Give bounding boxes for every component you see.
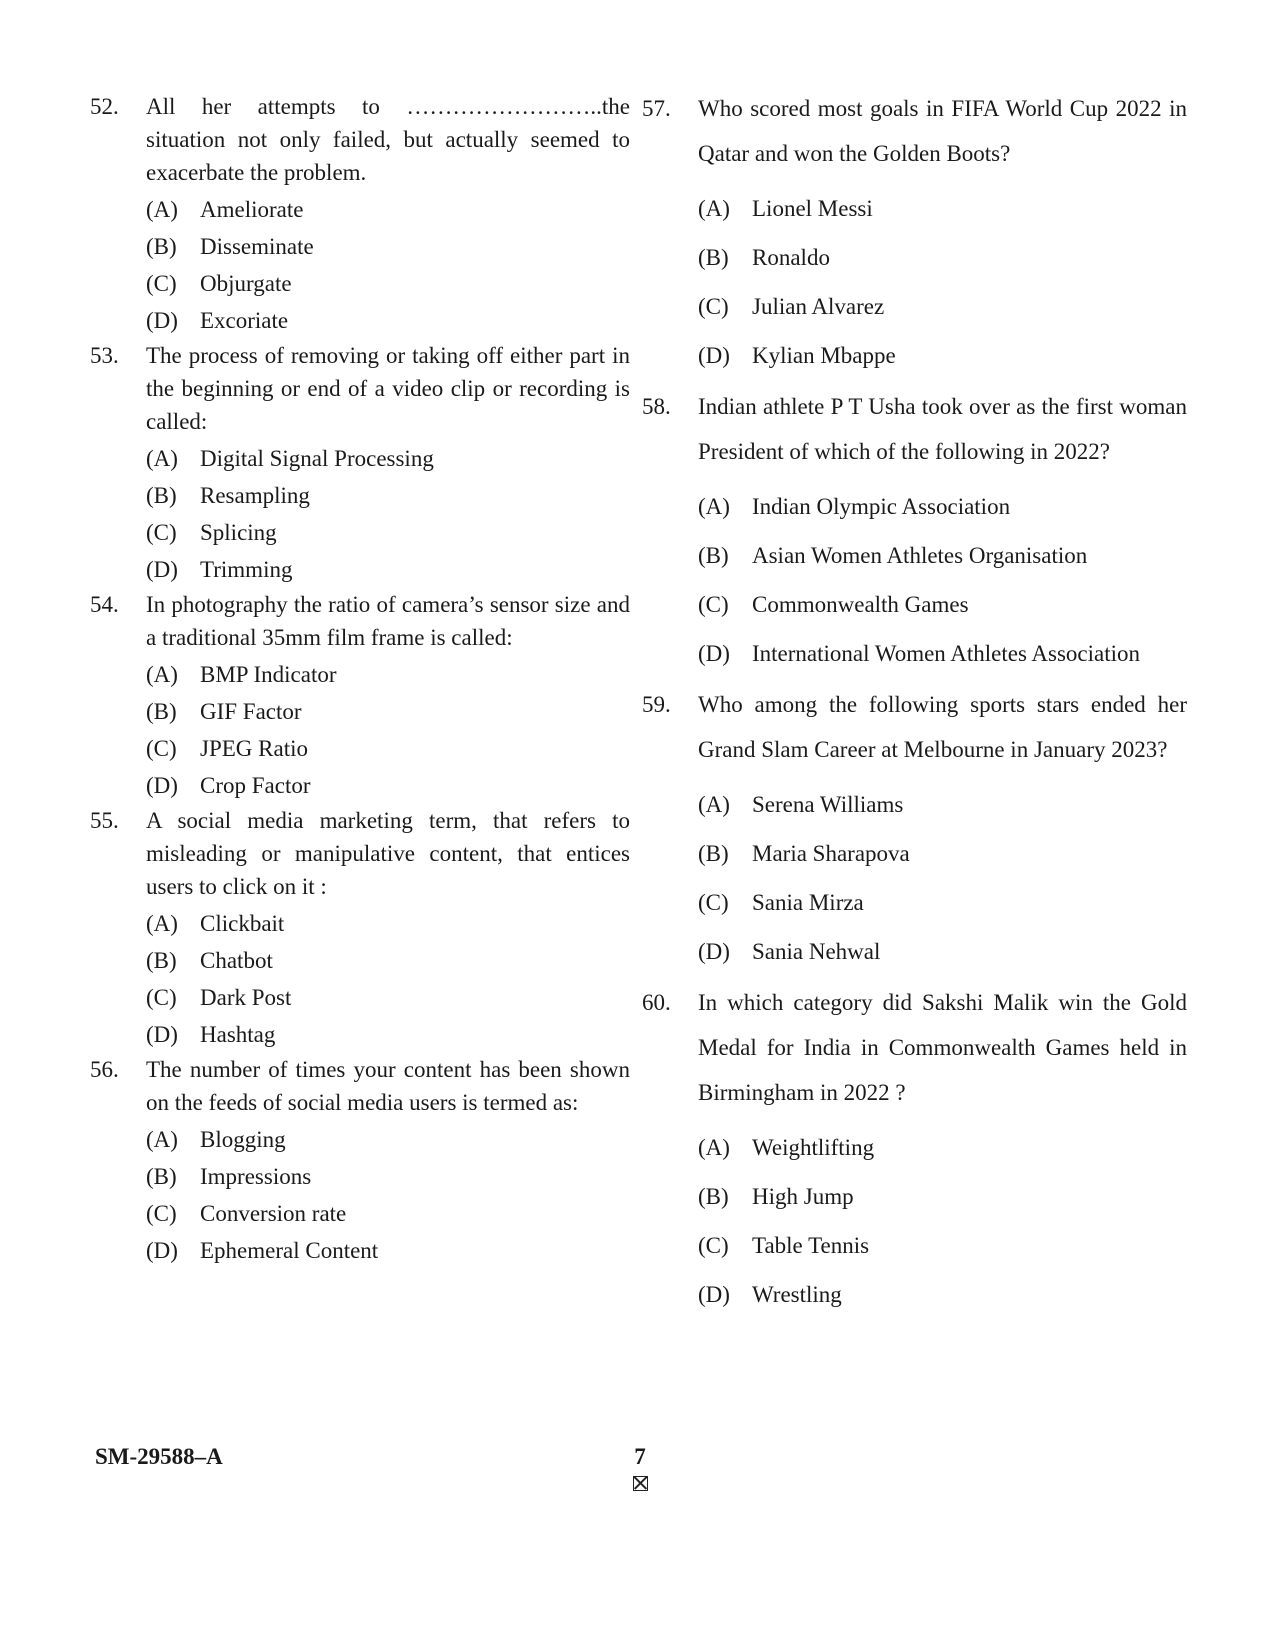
question-57 bbox=[642, 86, 1187, 372]
answer-option bbox=[698, 490, 1187, 523]
answer-option bbox=[698, 837, 1187, 870]
option-text: International Women Athletes Association bbox=[752, 641, 1141, 666]
option-label: (D) bbox=[698, 641, 730, 666]
option-label: (A) bbox=[146, 446, 178, 471]
option-text: Sania Nehwal bbox=[752, 939, 881, 964]
option-text: Dark Post bbox=[200, 985, 292, 1010]
answer-option bbox=[146, 553, 630, 586]
question-text: In which category did Sakshi Malik win the Gold Medal for India in Commonwealth Games held in Birmingham in 2022 ? bbox=[698, 990, 1187, 1105]
answer-option bbox=[146, 695, 630, 728]
option-label: (A) bbox=[698, 196, 730, 221]
option-label: (C) bbox=[698, 294, 729, 319]
option-label: (C) bbox=[146, 985, 177, 1010]
option-label: (A) bbox=[698, 494, 730, 519]
answer-option bbox=[698, 1180, 1187, 1213]
option-text: Indian Olympic Association bbox=[752, 494, 1011, 519]
option-text: Commonwealth Games bbox=[752, 592, 969, 617]
option-text: BMP Indicator bbox=[200, 662, 337, 687]
question-53 bbox=[90, 339, 630, 586]
option-label: (B) bbox=[146, 948, 177, 973]
question-52 bbox=[90, 90, 630, 337]
option-label: (B) bbox=[146, 699, 177, 724]
option-label: (D) bbox=[146, 308, 178, 333]
answer-option bbox=[146, 479, 630, 512]
paper-code: SM-29588–A bbox=[95, 1444, 223, 1469]
option-label: (D) bbox=[146, 1238, 178, 1263]
option-label: (C) bbox=[146, 1201, 177, 1226]
answer-option bbox=[146, 769, 630, 802]
option-label: (D) bbox=[698, 1282, 730, 1307]
answer-option bbox=[146, 907, 630, 940]
option-text: Resampling bbox=[200, 483, 310, 508]
answer-option bbox=[146, 1197, 630, 1230]
option-text: Objurgate bbox=[200, 271, 292, 296]
option-text: Ephemeral Content bbox=[200, 1238, 379, 1263]
question-text: Who scored most goals in FIFA World Cup 2022 in Qatar and won the Golden Boots? bbox=[698, 96, 1187, 166]
question-text: In photography the ratio of camera’s sensor size and a traditional 35mm film frame is called: bbox=[146, 592, 630, 650]
question-number: 52. bbox=[90, 94, 119, 119]
answer-option bbox=[146, 981, 630, 1014]
option-label: (D) bbox=[698, 939, 730, 964]
option-text: Maria Sharapova bbox=[752, 841, 910, 866]
question-55 bbox=[90, 804, 630, 1051]
question-number: 55. bbox=[90, 808, 119, 833]
answer-option bbox=[698, 1229, 1187, 1262]
option-text: High Jump bbox=[752, 1184, 854, 1209]
question-text: A social media marketing term, that refers to misleading or manipulative content, that entices users to click on it : bbox=[146, 808, 630, 899]
question-text: All her attempts to ……………………..the situation not only failed, but actually seemed to exacerbate the problem. bbox=[146, 94, 630, 185]
answer-option bbox=[146, 442, 630, 475]
answer-option bbox=[698, 1131, 1187, 1164]
answer-option bbox=[698, 588, 1187, 621]
option-label: (C) bbox=[146, 736, 177, 761]
option-label: (A) bbox=[698, 1135, 730, 1160]
option-text: Digital Signal Processing bbox=[200, 446, 434, 471]
answer-option bbox=[698, 788, 1187, 821]
question-54 bbox=[90, 588, 630, 802]
answer-option bbox=[146, 944, 630, 977]
question-text: The number of times your content has been shown on the feeds of social media users is termed as: bbox=[146, 1057, 630, 1115]
option-label: (A) bbox=[698, 792, 730, 817]
option-text: Ameliorate bbox=[200, 197, 304, 222]
question-number: 57. bbox=[642, 96, 671, 121]
answer-option bbox=[698, 1278, 1187, 1311]
option-text: Excoriate bbox=[200, 308, 289, 333]
option-label: (B) bbox=[698, 1184, 729, 1209]
option-text: Julian Alvarez bbox=[752, 294, 885, 319]
option-label: (B) bbox=[146, 1164, 177, 1189]
answer-option bbox=[698, 290, 1187, 323]
option-text: Splicing bbox=[200, 520, 277, 545]
option-text: Weightlifting bbox=[752, 1135, 875, 1160]
option-label: (A) bbox=[146, 662, 178, 687]
option-label: (D) bbox=[146, 1022, 178, 1047]
option-label: (B) bbox=[146, 483, 177, 508]
option-text: GIF Factor bbox=[200, 699, 302, 724]
answer-option bbox=[698, 192, 1187, 225]
question-number: 54. bbox=[90, 592, 119, 617]
option-text: Disseminate bbox=[200, 234, 314, 259]
option-label: (C) bbox=[698, 1233, 729, 1258]
question-56 bbox=[90, 1053, 630, 1267]
answer-option bbox=[146, 516, 630, 549]
answer-option bbox=[146, 193, 630, 226]
option-text: Blogging bbox=[200, 1127, 286, 1152]
option-text: Impressions bbox=[200, 1164, 312, 1189]
answer-option bbox=[146, 732, 630, 765]
option-label: (A) bbox=[146, 1127, 178, 1152]
option-label: (C) bbox=[146, 271, 177, 296]
answer-option bbox=[146, 1160, 630, 1193]
crossed-box-icon bbox=[628, 1476, 652, 1496]
answer-option bbox=[698, 935, 1187, 968]
option-text: Asian Women Athletes Organisation bbox=[752, 543, 1088, 568]
answer-option bbox=[146, 1018, 630, 1051]
option-label: (A) bbox=[146, 197, 178, 222]
option-label: (C) bbox=[698, 592, 729, 617]
option-text: Conversion rate bbox=[200, 1201, 347, 1226]
option-text: Chatbot bbox=[200, 948, 273, 973]
left-column bbox=[90, 90, 630, 1267]
question-number: 60. bbox=[642, 990, 671, 1015]
option-label: (D) bbox=[146, 557, 178, 582]
option-label: (B) bbox=[698, 841, 729, 866]
answer-option bbox=[698, 241, 1187, 274]
option-text: Sania Mirza bbox=[752, 890, 864, 915]
option-text: JPEG Ratio bbox=[200, 736, 308, 761]
option-text: Serena Williams bbox=[752, 792, 904, 817]
option-text: Kylian Mbappe bbox=[752, 343, 896, 368]
question-number: 59. bbox=[642, 692, 671, 717]
answer-option bbox=[146, 304, 630, 337]
option-text: Hashtag bbox=[200, 1022, 276, 1047]
question-number: 53. bbox=[90, 343, 119, 368]
question-text: The process of removing or taking off either part in the beginning or end of a video clip or recording is called: bbox=[146, 343, 630, 434]
question-text: Indian athlete P T Usha took over as the first woman President of which of the following in 2022? bbox=[698, 394, 1187, 464]
option-label: (D) bbox=[146, 773, 178, 798]
answer-option bbox=[698, 339, 1187, 372]
right-column bbox=[642, 90, 1187, 1311]
option-text: Trimming bbox=[200, 557, 293, 582]
option-text: Table Tennis bbox=[752, 1233, 870, 1258]
option-label: (B) bbox=[698, 245, 729, 270]
answer-option bbox=[146, 230, 630, 263]
question-60 bbox=[642, 980, 1187, 1311]
answer-option bbox=[146, 1123, 630, 1156]
answer-option bbox=[698, 637, 1187, 670]
option-text: Wrestling bbox=[752, 1282, 842, 1307]
question-59 bbox=[642, 682, 1187, 968]
answer-option bbox=[698, 886, 1187, 919]
answer-option bbox=[146, 658, 630, 691]
answer-option bbox=[146, 267, 630, 300]
option-text: Lionel Messi bbox=[752, 196, 873, 221]
page-number: 7 bbox=[634, 1444, 646, 1469]
answer-option bbox=[698, 539, 1187, 572]
option-label: (B) bbox=[146, 234, 177, 259]
question-number: 58. bbox=[642, 394, 671, 419]
option-text: Crop Factor bbox=[200, 773, 311, 798]
answer-option bbox=[146, 1234, 630, 1267]
option-label: (B) bbox=[698, 543, 729, 568]
question-58 bbox=[642, 384, 1187, 670]
option-label: (D) bbox=[698, 343, 730, 368]
option-label: (C) bbox=[698, 890, 729, 915]
question-text: Who among the following sports stars ended her Grand Slam Career at Melbourne in January 2023? bbox=[698, 692, 1187, 762]
option-label: (C) bbox=[146, 520, 177, 545]
option-label: (A) bbox=[146, 911, 178, 936]
option-text: Ronaldo bbox=[752, 245, 830, 270]
option-text: Clickbait bbox=[200, 911, 285, 936]
question-number: 56. bbox=[90, 1057, 119, 1082]
